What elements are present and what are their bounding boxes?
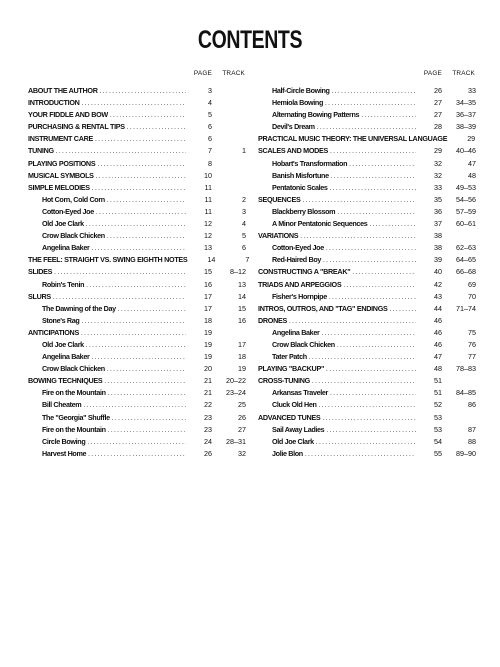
toc-entry-title: Circle Bowing <box>42 436 86 446</box>
toc-entry <box>28 303 246 315</box>
toc-entry-title: VARIATIONS <box>258 231 299 241</box>
toc-entry-page: 55 <box>434 448 442 458</box>
toc-entry <box>258 327 476 339</box>
toc-entry-track: 71–74 <box>456 303 476 313</box>
toc-entry-page: 26 <box>204 448 212 458</box>
toc-entry-track: 16 <box>238 315 246 325</box>
toc-entry-page: 19 <box>204 327 212 337</box>
toc-entry-title: Tater Patch <box>272 352 307 362</box>
toc-entry-track: 1 <box>242 146 246 156</box>
toc-entry-track: 49–53 <box>456 182 476 192</box>
toc-entry-track: 33 <box>468 86 476 95</box>
toc-entry-title: SIMPLE MELODIES <box>28 182 90 192</box>
toc-entry-page: 6 <box>208 134 212 144</box>
toc-entry <box>28 206 246 218</box>
toc-entry <box>28 339 246 351</box>
toc-entry <box>28 448 246 460</box>
toc-entry <box>258 254 476 266</box>
toc-entry-page: 38 <box>434 243 442 253</box>
toc-entry <box>28 158 246 170</box>
track-column-header: TRACK <box>452 70 475 77</box>
toc-entry-page: 37 <box>434 219 442 229</box>
toc-entry-track: 66–68 <box>456 267 476 277</box>
toc-entry-page: 19 <box>204 352 212 362</box>
toc-entry-title: YOUR FIDDLE AND BOW <box>28 110 108 120</box>
toc-entry <box>258 206 476 218</box>
toc-entry <box>258 351 476 363</box>
toc-entry-page: 12 <box>204 219 212 229</box>
toc-entry <box>258 109 476 121</box>
toc-entry-title: Blackberry Blossom <box>272 206 336 216</box>
toc-entry-page: 7 <box>208 146 212 156</box>
toc-entry-title: Stone's Rag <box>42 315 80 325</box>
toc-entry-title: Fire on the Mountain <box>42 424 106 434</box>
page-title: CONTENTS <box>197 26 303 54</box>
toc-entry-title: The "Georgia" Shuffle <box>42 412 110 422</box>
toc-entry-track: 36–37 <box>456 110 476 120</box>
toc-entry <box>258 182 476 194</box>
page-column-header: PAGE <box>423 70 442 77</box>
toc-entry-page: 11 <box>204 182 212 192</box>
toc-entry-page: 43 <box>434 291 442 301</box>
toc-entry <box>28 97 246 109</box>
toc-column-left <box>28 70 250 460</box>
toc-entry-title: ANTICIPATIONS <box>28 327 79 337</box>
toc-entry-page: 40 <box>434 267 442 277</box>
toc-entry-track: 87 <box>468 424 476 434</box>
toc-entry-track: 8–12 <box>230 267 246 277</box>
toc-entry-page: 21 <box>204 376 212 386</box>
toc-entry-title: Red-Haired Boy <box>272 255 322 265</box>
toc-entry-title: Old Joe Clark <box>42 339 84 349</box>
dot-leader <box>305 449 416 461</box>
toc-entry-page: 4 <box>208 98 212 108</box>
toc-entry <box>28 363 246 375</box>
toc-entry-title: TUNING <box>28 146 54 156</box>
toc-entry-track: 15 <box>238 303 246 313</box>
toc-entry-page: 48 <box>434 364 442 374</box>
toc-entry <box>28 121 246 133</box>
toc-entry-page: 52 <box>434 400 442 410</box>
toc-entry <box>258 339 476 351</box>
toc-entry <box>28 291 246 303</box>
toc-entry-title: PURCHASING & RENTAL TIPS <box>28 122 125 132</box>
toc-entry-page: 8 <box>208 158 212 168</box>
toc-entry-title: INTRODUCTION <box>28 98 80 108</box>
toc-entry <box>28 375 246 387</box>
toc-entry <box>258 303 476 315</box>
toc-entry-track: 4 <box>242 219 246 229</box>
toc-entry-title: Pentatonic Scales <box>272 182 328 192</box>
toc-entry-title: Half-Circle Bowing <box>272 86 330 95</box>
toc-entry-title: THE FEEL: STRAIGHT VS. SWING EIGHTH NOTES <box>28 255 188 265</box>
toc-entry-track: 86 <box>468 400 476 410</box>
toc-entry-title: PLAYING POSITIONS <box>28 158 96 168</box>
toc-entry <box>258 387 476 399</box>
toc-entry-page: 26 <box>434 86 442 95</box>
toc-entry-track: 77 <box>468 352 476 362</box>
toc-entry-title: Robin's Tenin <box>42 279 85 289</box>
toc-entry <box>28 412 246 424</box>
toc-entry-track: 89–90 <box>456 448 476 458</box>
toc-entry-page: 33 <box>434 182 442 192</box>
toc-entry-page: 32 <box>434 170 442 180</box>
toc-entry <box>258 436 476 448</box>
toc-entry <box>258 363 476 375</box>
toc-entry-page: 21 <box>204 388 212 398</box>
toc-entry-page: 28 <box>434 122 442 132</box>
toc-entry-track: 20–22 <box>226 376 246 386</box>
toc-entry-page: 15 <box>204 267 212 277</box>
toc-entry-track: 84–85 <box>456 388 476 398</box>
toc-entry-page: 35 <box>434 194 442 204</box>
column-header <box>28 70 246 85</box>
toc-entry <box>28 327 246 339</box>
toc-entry-track: 2 <box>242 194 246 204</box>
toc-entry-page: 23 <box>204 412 212 422</box>
toc-entry-page: 42 <box>434 279 442 289</box>
toc-entry <box>258 279 476 291</box>
toc-entry <box>258 158 476 170</box>
toc-entry-title: Hemiola Bowing <box>272 98 324 108</box>
toc-entry-title: Hot Corn, Cold Corn <box>42 194 105 204</box>
toc-entry-track: 18 <box>238 352 246 362</box>
toc-entry-track: 88 <box>468 436 476 446</box>
toc-entry-title: Angelina Baker <box>42 243 90 253</box>
toc-entry-page: 6 <box>208 122 212 132</box>
toc-entry-title: Angelina Baker <box>42 352 90 362</box>
toc-entry <box>258 424 476 436</box>
toc-entry-page: 18 <box>204 315 212 325</box>
toc-entry-title: TRIADS AND ARPEGGIOS <box>258 279 342 289</box>
toc-entry-page: 11 <box>204 206 212 216</box>
toc-entry-page: 19 <box>204 339 212 349</box>
toc-entry-page: 22 <box>204 400 212 410</box>
toc-entry-title: ADVANCED TUNES <box>258 412 321 422</box>
toc-entry-page: 51 <box>434 388 442 398</box>
toc-entry <box>258 266 476 278</box>
toc-entry-title: Old Joe Clark <box>42 219 84 229</box>
toc-entry-page: 38 <box>434 231 442 241</box>
toc-entry-track: 64–65 <box>456 255 476 265</box>
toc-entry <box>28 351 246 363</box>
column-header <box>258 70 476 85</box>
toc-entry-track: 17 <box>238 339 246 349</box>
toc-entry-track: 75 <box>468 327 476 337</box>
toc-entry-title: INSTRUMENT CARE <box>28 134 93 144</box>
toc-entry <box>28 85 246 97</box>
toc-entry <box>258 242 476 254</box>
toc-entry-page: 17 <box>204 303 212 313</box>
toc-entry-page: 5 <box>208 110 212 120</box>
toc-entry-title: Banish Misfortune <box>272 170 329 180</box>
toc-entry <box>258 170 476 182</box>
toc-entry-page: 53 <box>434 412 442 422</box>
toc-entries-left <box>28 85 250 460</box>
toc-entry <box>258 121 476 133</box>
toc-entry-title: SEQUENCES <box>258 194 301 204</box>
toc-entry-page: 51 <box>434 376 442 386</box>
toc-entry-track: 6 <box>242 243 246 253</box>
toc-entry-page: 12 <box>204 231 212 241</box>
toc-entry-page: 17 <box>204 291 212 301</box>
toc-entry-track: 3 <box>242 206 246 216</box>
toc-entry-track: 40–46 <box>456 146 476 156</box>
toc-entry-track: 26 <box>238 412 246 422</box>
toc-entry-page: 27 <box>434 110 442 120</box>
toc-entry <box>258 375 476 387</box>
toc-entry-track: 25 <box>238 400 246 410</box>
track-column-header: TRACK <box>222 70 245 77</box>
toc-entry-page: 14 <box>207 255 216 265</box>
toc-entry-track: 13 <box>238 279 246 289</box>
toc-entry <box>28 279 246 291</box>
toc-entry <box>28 218 246 230</box>
toc-entry <box>258 399 476 411</box>
toc-entry <box>258 85 476 97</box>
toc-entry <box>28 424 246 436</box>
toc-entry-track: 70 <box>468 291 476 301</box>
toc-entry-page: 39 <box>434 255 442 265</box>
toc-entry-title: SLURS <box>28 291 51 301</box>
toc-entry-track: 62–63 <box>456 243 476 253</box>
toc-entry <box>28 242 246 254</box>
toc-entry-page: 46 <box>434 327 442 337</box>
toc-entry-page: 24 <box>204 436 212 446</box>
toc-entry-track: 32 <box>238 448 246 458</box>
toc-entry <box>258 315 476 327</box>
toc-entry-title: MUSICAL SYMBOLS <box>28 170 94 180</box>
toc-entry-page: 11 <box>204 194 212 204</box>
toc-entry-page: 36 <box>434 206 442 216</box>
toc-entry <box>28 194 246 206</box>
toc-entry-track: 23–24 <box>226 388 246 398</box>
toc-entry-page: 23 <box>204 424 212 434</box>
toc-entry-track: 38–39 <box>456 122 476 132</box>
toc-entry-track: 60–61 <box>456 219 476 229</box>
toc-entry <box>258 291 476 303</box>
toc-entry-title: CROSS-TUNING <box>258 376 310 386</box>
toc-entry-title: A Minor Pentatonic Sequences <box>272 219 368 229</box>
toc-entry <box>28 315 246 327</box>
toc-entry-track: 78–83 <box>456 364 476 374</box>
toc-entry-title: Fisher's Hornpipe <box>272 291 327 301</box>
toc-entry-track: 5 <box>242 231 246 241</box>
toc-entry-title: ABOUT THE AUTHOR <box>28 86 98 95</box>
toc-entries-right <box>258 85 476 460</box>
toc-entry-title: BOWING TECHNIQUES <box>28 376 103 386</box>
toc-entry <box>258 230 476 242</box>
toc-entry-page: 32 <box>434 158 442 168</box>
toc-entry-title: Crow Black Chicken <box>42 231 105 241</box>
toc-entry <box>258 412 476 424</box>
toc-entry-title: The Dawning of the Day <box>42 303 116 313</box>
toc-entry-title: SLIDES <box>28 267 53 277</box>
page-column-header: PAGE <box>193 70 212 77</box>
toc-entry <box>28 170 246 182</box>
toc-entry-title: Angelina Baker <box>272 327 320 337</box>
toc-entry <box>28 230 246 242</box>
toc-entry-page: 46 <box>434 315 442 325</box>
toc-entry <box>28 387 246 399</box>
toc-entry <box>28 145 246 157</box>
toc-column-right <box>258 70 476 460</box>
toc-entry <box>258 97 476 109</box>
toc-entry-page: 29 <box>434 146 442 156</box>
toc-entry-track: 47 <box>468 158 476 168</box>
toc-entry-page: 53 <box>434 424 442 434</box>
toc-entry-title: Harvest Home <box>42 448 87 458</box>
toc-entry-track: 57–59 <box>456 206 476 216</box>
toc-entry-page: 44 <box>434 303 442 313</box>
toc-entry-title: Cotton-Eyed Joe <box>42 206 94 216</box>
toc-entry <box>258 218 476 230</box>
toc-entry-title: Fire on the Mountain <box>42 388 106 398</box>
toc-entry-track: 28–31 <box>226 436 246 446</box>
toc-entry <box>258 145 476 157</box>
toc-entry-track: 27 <box>238 424 246 434</box>
toc-entry <box>28 436 246 448</box>
toc-entry-page: 10 <box>204 170 212 180</box>
toc-entry-title: Sail Away Ladies <box>272 424 325 434</box>
toc-entry-title: Devil's Dream <box>272 122 315 132</box>
toc-entry-track: 69 <box>468 279 476 289</box>
toc-entry-title: INTROS, OUTROS, AND "TAG" ENDINGS <box>258 303 388 313</box>
toc-entry-title: Crow Black Chicken <box>272 339 335 349</box>
toc-entry-title: Old Joe Clark <box>272 436 314 446</box>
toc-entry-page: 47 <box>434 352 442 362</box>
toc-entry <box>28 109 246 121</box>
toc-entry <box>258 133 476 145</box>
toc-entry-title: PLAYING "BACKUP" <box>258 364 325 374</box>
toc-entry-track: 48 <box>468 170 476 180</box>
toc-entry-page: 29 <box>467 134 476 144</box>
toc-entry-track: 54–56 <box>456 194 476 204</box>
toc-entry <box>28 182 246 194</box>
toc-entry-track: 7 <box>245 255 250 265</box>
toc-entry <box>28 133 246 145</box>
toc-entry-title: Cluck Old Hen <box>272 400 317 410</box>
toc-entry-page: 3 <box>208 86 212 95</box>
toc-entry-track: 19 <box>238 364 246 374</box>
toc-entry <box>258 194 476 206</box>
toc-entry-title: Jolie Blon <box>272 448 303 458</box>
toc-entry-title: Hobart's Transformation <box>272 158 348 168</box>
toc-entry-title: CONSTRUCTING A "BREAK" <box>258 267 351 277</box>
toc-entry-title: DRONES <box>258 315 287 325</box>
toc-entry <box>258 448 476 460</box>
toc-entry <box>28 399 246 411</box>
toc-entry-track: 34–35 <box>456 98 476 108</box>
toc-entry-page: 13 <box>204 243 212 253</box>
toc-entry <box>28 266 246 278</box>
toc-entry-track: 14 <box>238 291 246 301</box>
toc-entry <box>28 254 250 266</box>
toc-entry-page: 16 <box>204 279 212 289</box>
toc-entry-title: PRACTICAL MUSIC THEORY: THE UNIVERSAL LANGUAGE <box>258 134 448 144</box>
toc-entry-title: SCALES AND MODES <box>258 146 329 156</box>
toc-entry-page: 46 <box>434 339 442 349</box>
dot-leader <box>88 449 186 461</box>
toc-entry-page: 54 <box>434 436 442 446</box>
toc-entry-title: Bill Cheatem <box>42 400 82 410</box>
toc-entry-title: Crow Black Chicken <box>42 364 105 374</box>
toc-entry-title: Cotton-Eyed Joe <box>272 243 324 253</box>
toc-entry-page: 27 <box>434 98 442 108</box>
toc-entry-page: 20 <box>204 364 212 374</box>
toc-entry-track: 76 <box>468 339 476 349</box>
toc-entry-title: Alternating Bowing Patterns <box>272 110 360 120</box>
toc-entry-title: Arkansas Traveler <box>272 388 328 398</box>
